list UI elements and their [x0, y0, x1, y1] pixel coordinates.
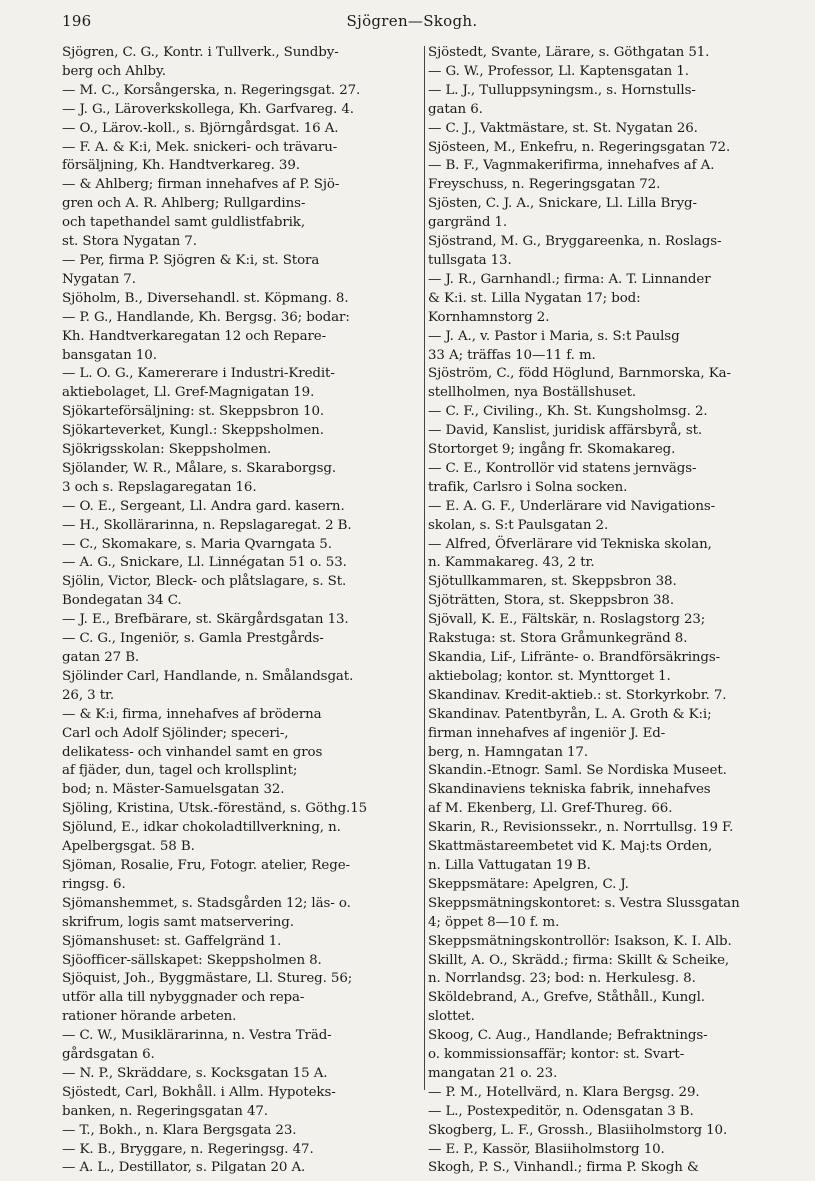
directory-entry [428, 157, 773, 195]
directory-entry [62, 120, 419, 139]
directory-entry [62, 819, 419, 857]
entry-line: gatan 27 B. [62, 650, 140, 665]
entry-line: Sjölin, Victor, Bleck- och plåtslagare, s. St. [62, 574, 347, 590]
entry-line: slottet. [428, 1009, 475, 1025]
entry-line: st. Stora Nygatan 7. [62, 234, 197, 250]
directory-entry [62, 1027, 419, 1065]
directory-entry [428, 1103, 773, 1122]
entry-line: — P. M., Hotellvärd, n. Klara Bergsg. 29. [428, 1084, 700, 1100]
entry-line: gårdsgatan 6. [62, 1047, 155, 1063]
entry-line: — N. P., Skräddare, s. Kocksgatan 15 A. [62, 1065, 328, 1081]
directory-entry [62, 1084, 419, 1122]
entry-line: — P. G., Handlande, Kh. Bergsg. 36; bodar: [62, 309, 350, 325]
directory-entry [62, 139, 419, 177]
entry-line: Sjösten, C. J. A., Snickare, Ll. Lilla Bryg- [428, 196, 697, 212]
entry-line: — J. A., v. Pastor i Maria, s. S:t Paulsg [428, 328, 680, 344]
directory-entry [428, 649, 773, 687]
entry-line: Skandin.-Etnogr. Saml. Se Nordiska Museet. [428, 763, 727, 779]
entry-line: Skeppsmätningskontrollör: Isakson, K. I. Alb. [428, 933, 732, 949]
directory-entry [62, 895, 419, 933]
right-column [428, 44, 773, 1178]
directory-entry [428, 895, 773, 933]
entry-line: Sjöquist, Joh., Byggmästare, Ll. Stureg. 56; [62, 971, 353, 987]
directory-entry [62, 422, 419, 441]
entry-line: banken, n. Regeringsgatan 47. [62, 1103, 268, 1119]
directory-entry [62, 668, 419, 706]
entry-line: Skandinav. Kredit-aktieb.: st. Storkyrkobr. 7. [428, 687, 727, 703]
directory-entry [62, 1141, 419, 1160]
directory-entry [428, 1027, 773, 1084]
directory-entry [428, 536, 773, 574]
directory-entry [428, 819, 773, 838]
directory-entry [62, 403, 419, 422]
directory-entry [428, 195, 773, 233]
directory-entry [428, 933, 773, 952]
directory-entry [62, 952, 419, 971]
directory-entry [62, 706, 419, 801]
directory-entry [428, 876, 773, 895]
entry-line: — David, Kanslist, juridisk affärsbyrå, st. [428, 423, 703, 439]
entry-line: Rakstuga: st. Stora Gråmunkegränd 8. [428, 631, 688, 647]
entry-line: Sjötullkammaren, st. Skeppsbron 38. [428, 574, 677, 590]
entry-line: aktiebolag; kontor. st. Mynttorget 1. [428, 668, 671, 684]
directory-entry [62, 441, 419, 460]
directory-entry [62, 1159, 419, 1178]
running-title: Sjögren—Skogh. [346, 12, 478, 30]
entry-line: Sjöstedt, Carl, Bokhåll. i Allm. Hypoteks- [62, 1084, 336, 1100]
directory-entry [62, 44, 419, 82]
entry-line: Sjölinder Carl, Handlande, n. Smålandsgat. [62, 668, 354, 684]
entry-line: Sjöstrand, M. G., Bryggareenka, n. Roslags- [428, 234, 722, 250]
entry-line: Carl och Adolf Sjölinder; speceri-, [62, 725, 289, 741]
entry-line: Kh. Handtverkaregatan 12 och Repare- [62, 328, 327, 344]
entry-line: — C., Skomakare, s. Maria Qvarngata 5. [62, 536, 332, 552]
directory-entry [428, 139, 773, 158]
directory-entry [62, 536, 419, 555]
entry-line: stellholmen, nya Boställshuset. [428, 385, 637, 401]
directory-entry [62, 460, 419, 498]
entry-line: — C. J., Vaktmästare, st. St. Nygatan 26. [428, 120, 698, 136]
directory-entry [428, 365, 773, 403]
directory-entry [428, 687, 773, 706]
entry-line: & K:i. st. Lilla Nygatan 17; bod: [428, 290, 641, 306]
directory-entry [428, 1159, 773, 1178]
entry-line: Sjölander, W. R., Målare, s. Skaraborgsg. [62, 460, 337, 476]
directory-entry [62, 1122, 419, 1141]
directory-entry [62, 517, 419, 536]
entry-line: — L. O. G., Kamererare i Industri-Kredit- [62, 366, 335, 382]
entry-line: — F. A. & K:i, Mek. snickeri- och trävaru- [62, 139, 338, 155]
directory-entry [428, 989, 773, 1027]
entry-line: Sjökrigsskolan: Skeppsholmen. [62, 442, 272, 458]
entry-line: gatan 6. [428, 101, 483, 117]
entry-line: — E. P., Kassör, Blasiiholmstorg 10. [428, 1141, 665, 1157]
entry-line: Skandia, Lif-, Lifränte- o. Brandförsäkrings- [428, 650, 721, 665]
entry-line: Sköldebrand, A., Grefve, Ståthåll., Kungl. [428, 990, 705, 1006]
entry-line: Sjöstedt, Svante, Lärare, s. Göthgatan 51. [428, 45, 710, 60]
entry-line: — L. J., Tulluppsyningsm., s. Hornstulls- [428, 82, 696, 98]
entry-line: — T., Bokh., n. Klara Bergsgata 23. [62, 1122, 297, 1138]
entry-line: Skoog, C. Aug., Handlande; Befraktnings- [428, 1028, 708, 1044]
entry-line: skolan, s. S:t Paulsgatan 2. [428, 517, 609, 533]
entry-line: Sjövall, K. E., Fältskär, n. Roslagstorg 23; [428, 612, 706, 628]
directory-entry [62, 573, 419, 611]
entry-line: n. Norrlandsg. 23; bod: n. Herkulesg. 8. [428, 971, 696, 987]
entry-line: bansgatan 10. [62, 347, 157, 363]
directory-entry [428, 838, 773, 876]
entry-line: 3 och s. Repslagaregatan 16. [62, 479, 257, 495]
directory-entry [428, 422, 773, 460]
directory-entry [62, 498, 419, 517]
directory-entry [428, 460, 773, 498]
entry-line: — C. G., Ingeniör, s. Gamla Prestgårds- [62, 631, 324, 647]
entry-line: Sjöträtten, Stora, st. Skeppsbron 38. [428, 593, 674, 609]
entry-line: Skogh, P. S., Vinhandl.; firma P. Skogh & [428, 1160, 699, 1176]
entry-line: — C. W., Musiklärarinna, n. Vestra Träd- [62, 1028, 332, 1044]
entry-line: — Alfred, Öfverlärare vid Tekniska skolan, [428, 536, 712, 552]
directory-entry [428, 233, 773, 271]
directory-entry [428, 403, 773, 422]
directory-entry [428, 611, 773, 649]
directory-entry [62, 857, 419, 895]
entry-line: berg och Ahlby. [62, 63, 166, 79]
directory-entry [62, 630, 419, 668]
directory-entry [428, 82, 773, 120]
directory-entry [428, 952, 773, 990]
directory-entry [428, 271, 773, 328]
directory-entry [428, 1084, 773, 1103]
entry-line: Sjömanshuset: st. Gaffelgränd 1. [62, 933, 282, 949]
entry-line: af fjäder, dun, tagel och krollsplint; [62, 763, 298, 779]
directory-entry [428, 1141, 773, 1160]
entry-line: Skeppsmätningskontoret: s. Vestra Slussgatan [428, 895, 740, 911]
entry-line: af M. Ekenberg, Ll. Gref-Thureg. 66. [428, 801, 673, 817]
entry-line: Sjömanshemmet, s. Stadsgården 12; läs- o. [62, 895, 351, 911]
entry-line: bod; n. Mäster-Samuelsgatan 32. [62, 782, 285, 798]
entry-line: n. Lilla Vattugatan 19 B. [428, 857, 591, 873]
directory-entry [62, 1065, 419, 1084]
directory-entry [428, 1122, 773, 1141]
entry-line: Freyschuss, n. Regeringsgatan 72. [428, 177, 661, 193]
directory-entry [428, 592, 773, 611]
directory-entry [428, 328, 773, 366]
entry-line: Sjöström, C., född Höglund, Barnmorska, Ka- [428, 366, 731, 382]
entry-line: n. Kammakareg. 43, 2 tr. [428, 555, 595, 571]
entry-line: — B. F., Vagnmakerifirma, innehafves af A. [428, 158, 715, 174]
entry-line: — L., Postexpeditör, n. Odensgatan 3 B. [428, 1103, 694, 1119]
entry-line: Skandinav. Patentbyrån, L. A. Groth & K:i; [428, 706, 712, 722]
entry-line: — K. B., Bryggare, n. Regeringsg. 47. [62, 1141, 314, 1157]
directory-entry [62, 365, 419, 403]
directory-entry [428, 573, 773, 592]
entry-line: firman innehafves af ingeniör J. Ed- [428, 725, 666, 741]
entry-line: Skarin, R., Revisionssekr., n. Norrtullsg. 19 F. [428, 820, 734, 836]
directory-entry [62, 933, 419, 952]
entry-line: och tapethandel samt guldlistfabrik, [62, 215, 305, 231]
entry-line: Sjögren, C. G., Kontr. i Tullverk., Sundby- [62, 45, 339, 60]
directory-entry [428, 706, 773, 763]
entry-line: mangatan 21 o. 23. [428, 1065, 558, 1081]
entry-line: Skillt, A. O., Skrädd.; firma: Skillt & Scheike, [428, 952, 730, 968]
entry-line: Nygatan 7. [62, 271, 136, 287]
entry-line: 4; öppet 8—10 f. m. [428, 914, 560, 930]
directory-entry [62, 611, 419, 630]
entry-line: Skandinaviens tekniska fabrik, innehafves [428, 782, 711, 798]
entry-line: — J. R., Garnhandl.; firma: A. T. Linnander [428, 271, 711, 287]
entry-line: berg, n. Hamngatan 17. [428, 744, 588, 760]
entry-line: tullsgata 13. [428, 252, 512, 268]
entry-line: ringsg. 6. [62, 876, 126, 892]
entry-line: — H., Skollärarinna, n. Repslagaregat. 2 B. [62, 517, 352, 533]
directory-entry [428, 762, 773, 781]
entry-line: Sjölund, E., idkar chokoladtillverkning, n. [62, 820, 341, 836]
entry-line: — E. A. G. F., Underlärare vid Navigations- [428, 498, 716, 514]
entry-line: — J. G., Läroverkskollega, Kh. Garfvareg. 4. [62, 101, 354, 117]
directory-entry [62, 554, 419, 573]
entry-line: försäljning, Kh. Handtverkareg. 39. [62, 158, 300, 174]
entry-line: aktiebolaget, Ll. Gref-Magnigatan 19. [62, 385, 315, 401]
entry-line: Kornhamnstorg 2. [428, 309, 550, 325]
entry-line: — A. G., Snickare, Ll. Linnégatan 51 o. 53. [62, 555, 347, 571]
entry-line: — Per, firma P. Sjögren & K:i, st. Stora [62, 252, 320, 268]
entry-line: Sjöman, Rosalie, Fru, Fotogr. atelier, Rege- [62, 857, 350, 873]
entry-line: Sjöofficer-sällskapet: Skeppsholmen 8. [62, 952, 322, 968]
entry-line: — O., Lärov.-koll., s. Björngårdsgat. 16 A. [62, 120, 339, 136]
page-header [62, 8, 762, 32]
entry-line: Skogberg, L. F., Grossh., Blasiiholmstorg 10. [428, 1122, 728, 1138]
directory-entry [62, 101, 419, 120]
entry-line: Skattmästareembetet vid K. Maj:ts Orden, [428, 839, 713, 855]
entry-line: Bondegatan 34 C. [62, 593, 182, 609]
entry-line: trafik, Carlsro i Solna socken. [428, 479, 628, 495]
directory-entry [62, 970, 419, 1027]
entry-line: gargränd 1. [428, 215, 508, 231]
directory-entry [62, 800, 419, 819]
directory-entry [62, 252, 419, 290]
directory-entry [62, 82, 419, 101]
entry-line: o. kommissionsaffär; kontor: st. Svart- [428, 1047, 685, 1063]
directory-entry [428, 44, 773, 63]
entry-line: Sjöholm, B., Diversehandl. st. Köpmang. 8. [62, 290, 349, 306]
entry-line: Apelbergsgat. 58 B. [62, 839, 195, 855]
entry-line: skrifrum, logis samt matservering. [62, 914, 294, 930]
entry-line: gren och A. R. Ahlberg; Rullgardins- [62, 196, 306, 212]
directory-entry [428, 120, 773, 139]
page-number: 196 [62, 12, 92, 30]
entry-line: Sjöling, Kristina, Utsk.-föreständ, s. Göthg.15 [62, 801, 368, 817]
entry-line: — & Ahlberg; firman innehafves af P. Sjö- [62, 177, 340, 193]
left-column [62, 44, 419, 1178]
entry-line: — G. W., Professor, Ll. Kaptensgatan 1. [428, 63, 689, 79]
entry-line: — & K:i, firma, innehafves af bröderna [62, 706, 322, 722]
entry-line: utför alla till nybyggnader och repa- [62, 990, 305, 1006]
directory-entry [62, 176, 419, 252]
entry-line: — M. C., Korsångerska, n. Regeringsgat. 27. [62, 82, 361, 98]
column-divider [424, 46, 425, 1090]
entry-line: — C. E., Kontrollör vid statens jernvägs- [428, 460, 697, 476]
entry-line: Sjösteen, M., Enkefru, n. Regeringsgatan 72. [428, 139, 731, 155]
entry-line: — A. L., Destillator, s. Pilgatan 20 A. [62, 1160, 306, 1176]
entry-line: 26, 3 tr. [62, 687, 114, 703]
entry-line: Stortorget 9; ingång fr. Skomakareg. [428, 442, 676, 458]
entry-line: — O. E., Sergeant, Ll. Andra gard. kasern. [62, 498, 345, 514]
entry-line: rationer hörande arbeten. [62, 1009, 237, 1025]
entry-line: — C. F., Civiling., Kh. St. Kungsholmsg. 2. [428, 404, 708, 420]
directory-entry [428, 781, 773, 819]
entry-line: Sjökarteförsäljning: st. Skeppsbron 10. [62, 404, 325, 420]
entry-line: delikatess- och vinhandel samt en gros [62, 744, 323, 760]
directory-entry [62, 290, 419, 309]
entry-line: Sjökarteverket, Kungl.: Skeppsholmen. [62, 423, 324, 439]
entry-line: Skeppsmätare: Apelgren, C. J. [428, 876, 629, 892]
entry-line: — J. E., Brefbärare, st. Skärgårdsgatan 13. [62, 612, 349, 628]
entry-line: 33 A; träffas 10—11 f. m. [428, 347, 596, 363]
directory-entry [62, 309, 419, 366]
directory-entry [428, 498, 773, 536]
directory-entry [428, 63, 773, 82]
